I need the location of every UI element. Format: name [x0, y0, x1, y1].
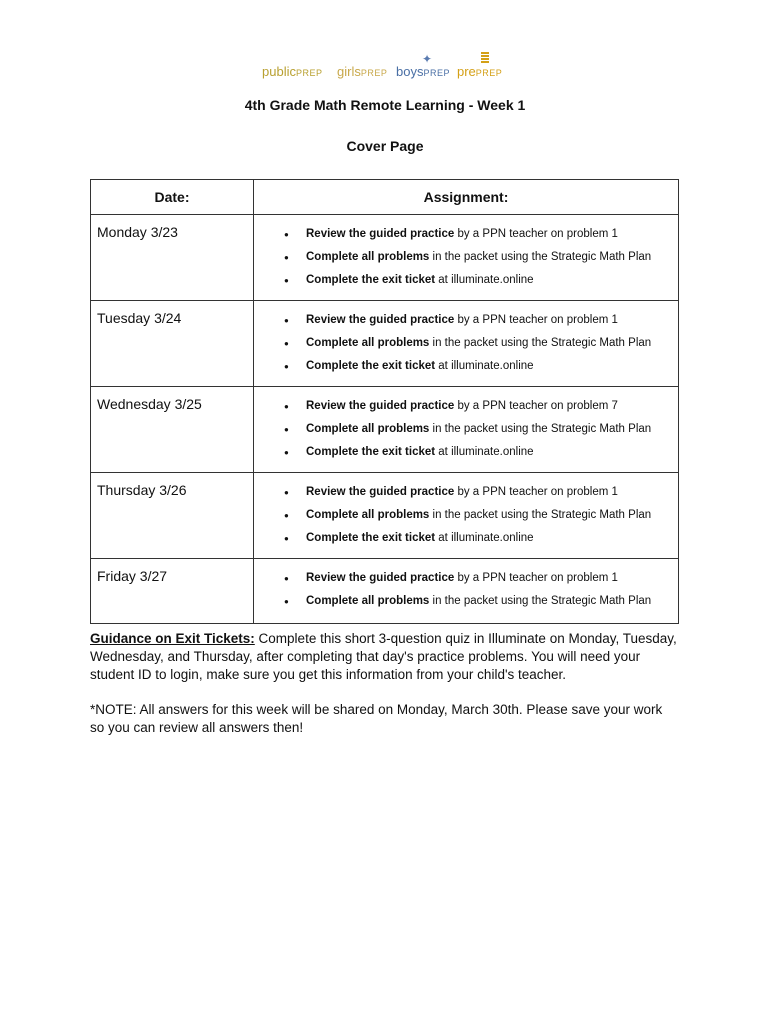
- task-item: ● Complete the exit ticket at illuminate.online: [284, 441, 672, 464]
- task-item: ● Review the guided practice by a PPN teacher on problem 1: [284, 223, 672, 246]
- task-item: ● Complete all problems in the packet using the Strategic Math Plan: [284, 246, 672, 269]
- task-item: ● Complete the exit ticket at illuminate.online: [284, 355, 672, 378]
- task-item: ● Review the guided practice by a PPN teacher on problem 1: [284, 567, 672, 590]
- guidance-heading: Guidance on Exit Tickets:: [90, 631, 255, 646]
- task-item: ● Complete all problems in the packet using the Strategic Math Plan: [284, 504, 672, 527]
- table-row: [91, 473, 679, 559]
- row-date: Friday 3/27: [91, 559, 254, 624]
- row-date: Tuesday 3/24: [91, 301, 254, 387]
- header-date: Date:: [91, 180, 254, 215]
- task-item: ● Complete the exit ticket at illuminate.online: [284, 269, 672, 292]
- table-header-row: [91, 180, 679, 215]
- table-row: [91, 215, 679, 301]
- row-date: Monday 3/23: [91, 215, 254, 301]
- header-assignment: Assignment:: [254, 180, 679, 215]
- guidance-text: Complete this short 3-question quiz in Illuminate on Monday, Tuesday, Wednesday, and Thursday, after completing that day's practice problems. You will need your student ID to login, make sure you get this information from your child's teacher.: [90, 631, 677, 682]
- exit-ticket-guidance: [90, 630, 680, 684]
- row-date: Wednesday 3/25: [91, 387, 254, 473]
- answers-note: *NOTE: All answers for this week will be shared on Monday, March 30th. Please save your work so you can review all answers then!: [90, 702, 663, 735]
- network-logos: [262, 52, 512, 88]
- row-tasks: [254, 215, 679, 301]
- girls-prep-logo: girlsPREP: [337, 64, 388, 79]
- task-item: ● Complete the exit ticket at illuminate.online: [284, 527, 672, 550]
- boys-prep-logo: boysPREP: [396, 64, 450, 79]
- pre-prep-logo: prePREP: [457, 64, 503, 79]
- task-item: ● Review the guided practice by a PPN teacher on problem 1: [284, 309, 672, 332]
- assignment-table: [90, 179, 679, 624]
- page-subtitle: Cover Page: [346, 138, 424, 154]
- task-item: ● Review the guided practice by a PPN teacher on problem 1: [284, 481, 672, 504]
- row-date: Thursday 3/26: [91, 473, 254, 559]
- task-item: ● Complete all problems in the packet using the Strategic Math Plan: [284, 332, 672, 355]
- page-title: 4th Grade Math Remote Learning - Week 1: [244, 97, 526, 113]
- table-row: [91, 559, 679, 624]
- row-tasks: [254, 387, 679, 473]
- table-row: [91, 301, 679, 387]
- task-item: ● Complete all problems in the packet using the Strategic Math Plan: [284, 590, 672, 613]
- table-row: [91, 387, 679, 473]
- task-item: ● Complete all problems in the packet using the Strategic Math Plan: [284, 418, 672, 441]
- row-tasks: [254, 301, 679, 387]
- task-item: ● Review the guided practice by a PPN teacher on problem 7: [284, 395, 672, 418]
- row-tasks: [254, 559, 679, 624]
- public-prep-logo: publicPREP: [262, 64, 323, 79]
- row-tasks: [254, 473, 679, 559]
- bird-icon: ✦: [422, 52, 433, 66]
- tower-icon: [481, 52, 489, 64]
